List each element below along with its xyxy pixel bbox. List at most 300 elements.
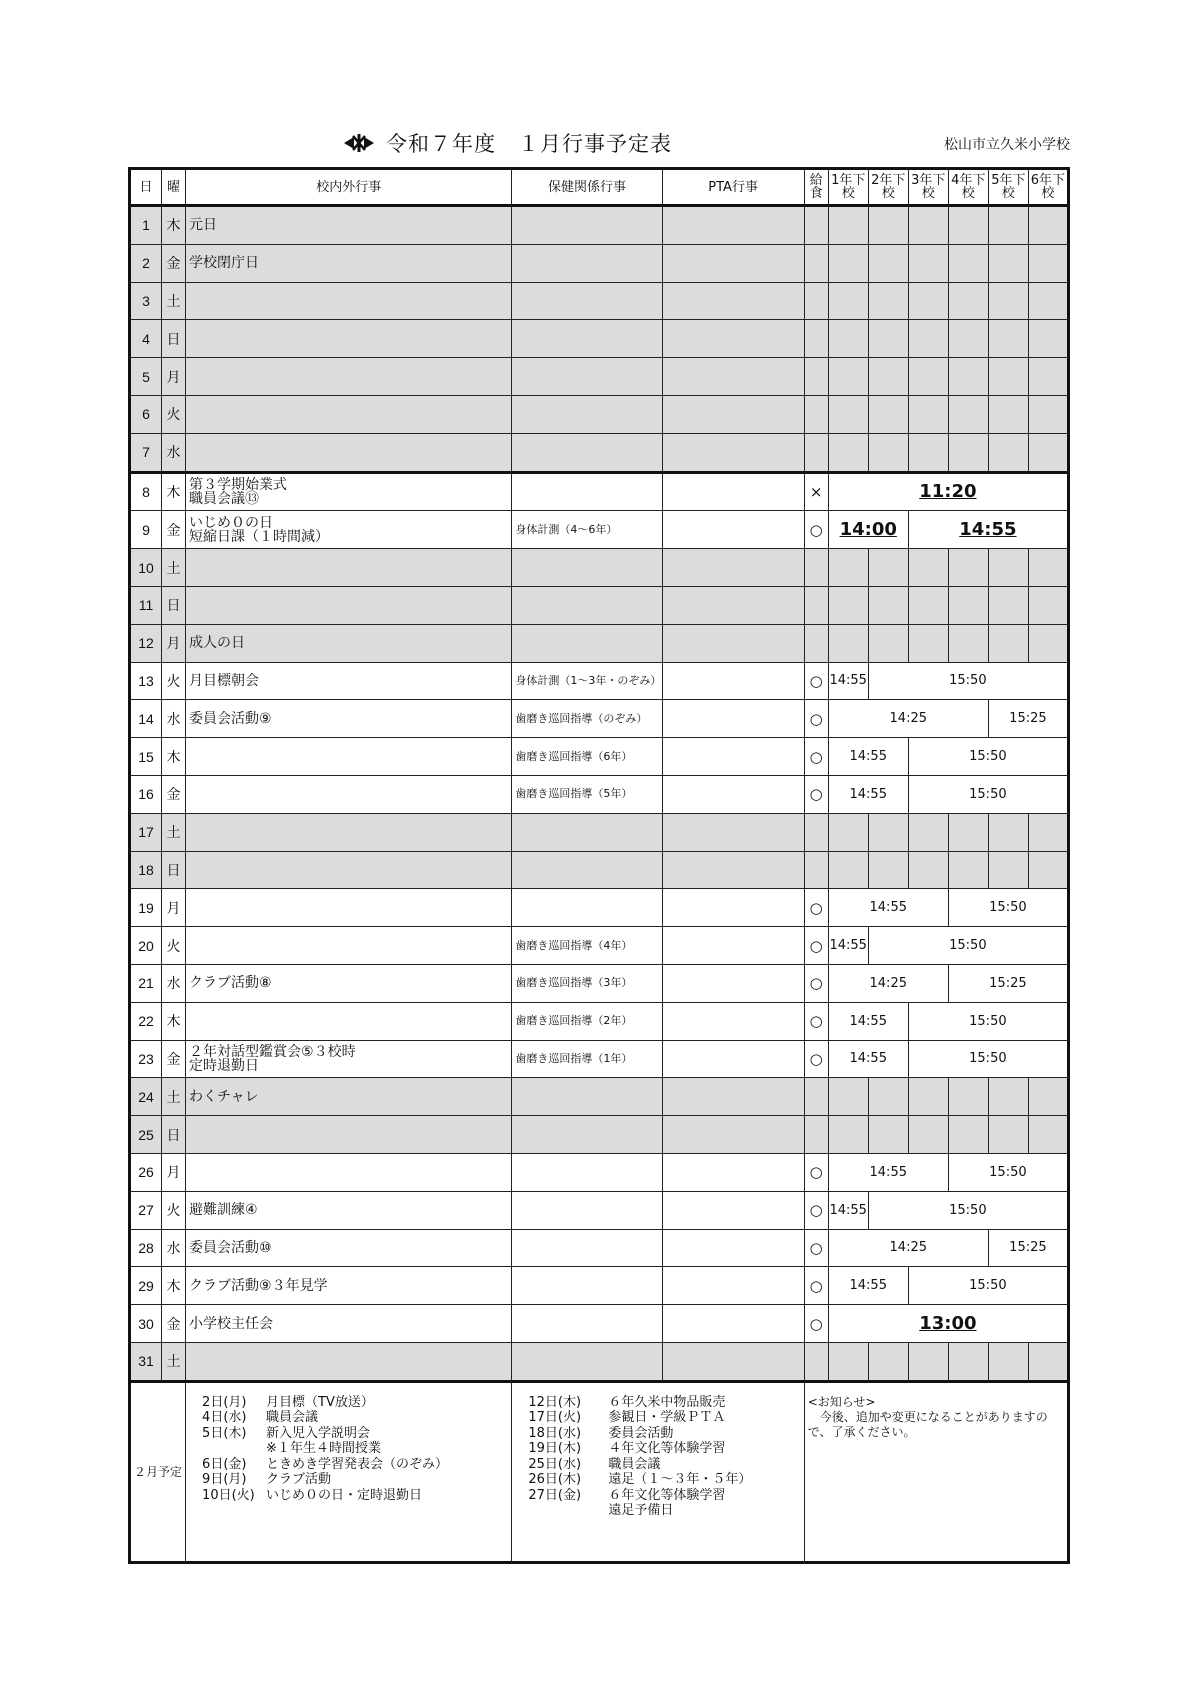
day-number: 17 [130,813,162,851]
february-plan-row [130,1381,1069,1562]
day-number: 3 [130,282,162,320]
day-of-week: 土 [162,282,186,320]
dismissal-g6 [1028,586,1068,624]
dismissal-g2 [868,624,908,662]
lunch-mark [804,586,828,624]
dismissal-time: 15:50 [948,1153,1068,1191]
lunch-mark [804,395,828,433]
dismissal-time: 14:55 [828,889,948,927]
day-number: 25 [130,1116,162,1154]
health-event [512,813,662,851]
dismissal-g2 [868,549,908,587]
dismissal-time: 15:50 [908,775,1068,813]
lunch-mark: ○ [804,775,828,813]
day-of-week: 木 [162,206,186,245]
day-of-week: 土 [162,813,186,851]
school-event: 月目標朝会 [186,662,512,700]
table-row [130,851,1069,889]
plan-text: ときめき学習発表会（のぞみ） [266,1456,449,1472]
pta-event [662,358,804,396]
lunch-mark [804,282,828,320]
dismissal-time: 14:55 [828,1267,908,1305]
dismissal-g2 [868,358,908,396]
dismissal-time: 14:55 [828,1002,908,1040]
table-row [130,282,1069,320]
lunch-mark [804,433,828,472]
plan-text: 遠足（１～３年・５年） [608,1472,752,1488]
dismissal-g5 [988,549,1028,587]
plan-date [528,1503,608,1519]
health-event: 歯磨き巡回指導（1年） [512,1040,662,1078]
table-row [130,1116,1069,1154]
dismissal-g5 [988,282,1028,320]
plan-date: 26日(木) [528,1472,582,1488]
day-of-week: 日 [162,1116,186,1154]
col-g5: 5年下校 [988,169,1028,206]
health-event [512,1116,662,1154]
dismissal-time: 15:50 [908,1002,1068,1040]
lunch-mark: ○ [804,1002,828,1040]
school-event: ２年対話型鑑賞会⑤３校時 定時退勤日 [186,1040,512,1078]
table-row [130,738,1069,776]
day-number: 18 [130,851,162,889]
dismissal-g1 [828,813,868,851]
plan-date: 9日(月) [202,1472,247,1488]
day-of-week: 月 [162,358,186,396]
health-event [512,1342,662,1381]
school-event: 委員会活動⑩ [186,1229,512,1267]
lunch-mark: ○ [804,1191,828,1229]
plan-item [528,1457,803,1473]
health-event [512,889,662,927]
dismissal-g3 [908,395,948,433]
dismissal-g3 [908,549,948,587]
lunch-mark [804,358,828,396]
february-label: ２月予定 [130,1381,186,1562]
dismissal-g5 [988,1116,1028,1154]
dismissal-time: 14:55 [828,1040,908,1078]
school-event: 元日 [186,206,512,245]
pta-event [662,511,804,549]
plan-item [528,1441,803,1457]
plan-item [202,1441,511,1457]
health-event [512,244,662,282]
dismissal-g1 [828,586,868,624]
health-event [512,1153,662,1191]
dismissal-g4 [948,320,988,358]
dismissal-g4 [948,282,988,320]
lunch-mark: ○ [804,1305,828,1343]
day-number: 1 [130,206,162,245]
pta-event [662,1267,804,1305]
day-of-week: 火 [162,395,186,433]
dismissal-g5 [988,206,1028,245]
pta-event [662,395,804,433]
plan-text: 遠足予備日 [608,1503,674,1519]
lunch-mark [804,549,828,587]
dismissal-g1 [828,851,868,889]
school-event [186,1002,512,1040]
table-row [130,1153,1069,1191]
health-event [512,1191,662,1229]
school-event: いじめ０の日 短縮日課（１時間減） [186,511,512,549]
health-event [512,206,662,245]
plan-item [528,1472,803,1488]
day-of-week: 金 [162,1040,186,1078]
dismissal-g6 [1028,320,1068,358]
dismissal-time: 14:25 [828,700,988,738]
dismissal-time: 14:25 [828,964,948,1002]
pta-event [662,813,804,851]
school-event: わくチャレ [186,1078,512,1116]
dismissal-g2 [868,813,908,851]
plan-date: 27日(金) [528,1487,582,1503]
lunch-mark: ○ [804,1229,828,1267]
plan-item [528,1503,803,1519]
table-row [130,1305,1069,1343]
plan-date: 25日(水) [528,1456,582,1472]
school-event [186,549,512,587]
pta-event [662,1002,804,1040]
plan-item [528,1395,803,1411]
plan-item [202,1472,511,1488]
dismissal-g5 [988,1078,1028,1116]
table-row [130,320,1069,358]
lunch-mark [804,244,828,282]
dismissal-g6 [1028,813,1068,851]
health-event: 身体計測（4～6年） [512,511,662,549]
school-event: 第３学期始業式 職員会議⑬ [186,472,512,511]
lunch-mark [804,1078,828,1116]
lunch-mark [804,624,828,662]
february-list-right [512,1381,804,1562]
day-of-week: 金 [162,775,186,813]
dismissal-g5 [988,320,1028,358]
day-of-week: 月 [162,1153,186,1191]
lunch-mark [804,851,828,889]
col-health-events: 保健関係行事 [512,169,662,206]
pta-event [662,320,804,358]
day-of-week: 水 [162,700,186,738]
plan-item [202,1488,511,1504]
dismissal-g3 [908,206,948,245]
school-event [186,1342,512,1381]
day-of-week: 土 [162,1342,186,1381]
day-number: 6 [130,395,162,433]
table-row [130,927,1069,965]
plan-text: いじめ０の日・定時退勤日 [266,1487,423,1503]
health-event [512,320,662,358]
dismissal-time: 15:25 [948,964,1068,1002]
table-row [130,1342,1069,1381]
pta-event [662,1342,804,1381]
dismissal-g1 [828,624,868,662]
dismissal-g3 [908,813,948,851]
dismissal-g4 [948,851,988,889]
day-number: 7 [130,433,162,472]
col-pta-events: PTA行事 [662,169,804,206]
pta-event [662,700,804,738]
dismissal-g5 [988,358,1028,396]
dismissal-time: 15:50 [908,1267,1068,1305]
lunch-mark: ○ [804,927,828,965]
school-event: 避難訓練④ [186,1191,512,1229]
school-event [186,738,512,776]
plan-text: 月目標（TV放送） [266,1394,374,1410]
plan-item [528,1426,803,1442]
dismissal-g3 [908,433,948,472]
school-event [186,1153,512,1191]
school-event: 委員会活動⑨ [186,700,512,738]
pta-event [662,1040,804,1078]
table-row [130,775,1069,813]
school-event [186,320,512,358]
dismissal-g4 [948,624,988,662]
health-event: 歯磨き巡回指導（5年） [512,775,662,813]
plan-text: 職員会議 [608,1456,661,1472]
health-event [512,624,662,662]
dismissal-time: 15:50 [948,889,1068,927]
day-of-week: 水 [162,1229,186,1267]
dismissal-g6 [1028,851,1068,889]
lunch-mark [804,320,828,358]
col-g3: 3年下校 [908,169,948,206]
dismissal-time: 14:55 [908,511,1068,549]
pta-event [662,282,804,320]
dismissal-time: 11:20 [828,472,1068,511]
col-g1: 1年下校 [828,169,868,206]
col-school-events: 校内外行事 [186,169,512,206]
dismissal-g4 [948,1116,988,1154]
plan-text: 新入児入学説明会 [266,1425,371,1441]
dismissal-g2 [868,851,908,889]
dismissal-g2 [868,1342,908,1381]
dismissal-g4 [948,549,988,587]
notice-text: 今後、追加や変更になることがありますので、了承ください。 [807,1409,1048,1439]
plan-text: 職員会議 [266,1410,319,1426]
plan-date: 19日(木) [528,1441,582,1457]
table-row [130,1191,1069,1229]
dismissal-g4 [948,586,988,624]
header-row [130,169,1069,206]
day-number: 5 [130,358,162,396]
day-of-week: 日 [162,320,186,358]
lunch-mark [804,813,828,851]
dismissal-g6 [1028,1342,1068,1381]
day-of-week: 日 [162,851,186,889]
day-of-week: 金 [162,1305,186,1343]
plan-date: 18日(水) [528,1425,582,1441]
plan-date: 4日(水) [202,1410,247,1426]
schedule-table [128,167,1070,1564]
dismissal-g3 [908,1078,948,1116]
dismissal-time: 14:25 [828,1229,988,1267]
plan-date [202,1441,266,1457]
dismissal-g3 [908,1116,948,1154]
plan-text: ４年文化等体験学習 [608,1441,726,1457]
school-event [186,775,512,813]
day-of-week: 日 [162,586,186,624]
dismissal-g2 [868,244,908,282]
dismissal-g2 [868,1078,908,1116]
dismissal-g2 [868,320,908,358]
day-of-week: 土 [162,549,186,587]
dismissal-g6 [1028,206,1068,245]
dismissal-g3 [908,586,948,624]
dismissal-g4 [948,244,988,282]
school-name: 松山市立久米小学校 [944,137,1070,153]
pta-event [662,927,804,965]
day-number: 13 [130,662,162,700]
lunch-mark: ○ [804,738,828,776]
dismissal-time: 14:55 [828,1153,948,1191]
day-of-week: 金 [162,244,186,282]
table-row [130,624,1069,662]
table-row [130,1040,1069,1078]
plan-item [202,1395,511,1411]
lunch-mark: ○ [804,964,828,1002]
health-event [512,358,662,396]
health-event [512,1229,662,1267]
dismissal-g6 [1028,282,1068,320]
dismissal-g1 [828,395,868,433]
lunch-mark: ○ [804,1040,828,1078]
school-event: 学校閉庁日 [186,244,512,282]
day-number: 16 [130,775,162,813]
health-event [512,433,662,472]
school-event [186,1116,512,1154]
lunch-mark: ○ [804,511,828,549]
school-event: 成人の日 [186,624,512,662]
day-of-week: 木 [162,472,186,511]
day-number: 30 [130,1305,162,1343]
health-event: 歯磨き巡回指導（4年） [512,927,662,965]
dismissal-g4 [948,395,988,433]
school-event [186,282,512,320]
dismissal-g6 [1028,1116,1068,1154]
dismissal-g5 [988,851,1028,889]
school-event: クラブ活動⑧ [186,964,512,1002]
dismissal-g4 [948,1078,988,1116]
day-number: 24 [130,1078,162,1116]
col-g2: 2年下校 [868,169,908,206]
plan-date: 12日(木) [528,1394,582,1410]
pta-event [662,1153,804,1191]
health-event: 身体計測（1～3年・のぞみ） [512,662,662,700]
table-row [130,395,1069,433]
plan-text: クラブ活動 [266,1472,332,1488]
lunch-mark: × [804,472,828,511]
dismissal-g3 [908,244,948,282]
lunch-mark: ○ [804,1153,828,1191]
dismissal-g6 [1028,433,1068,472]
dismissal-g4 [948,433,988,472]
col-lunch: 給食 [804,169,828,206]
table-row [130,964,1069,1002]
dismissal-time: 15:25 [988,1229,1068,1267]
dismissal-g5 [988,586,1028,624]
school-event: 小学校主任会 [186,1305,512,1343]
pta-event [662,1229,804,1267]
lunch-mark: ○ [804,700,828,738]
dismissal-g2 [868,586,908,624]
pta-event [662,624,804,662]
dismissal-time: 15:50 [908,738,1068,776]
dismissal-g1 [828,282,868,320]
day-number: 11 [130,586,162,624]
dismissal-time: 14:55 [828,738,908,776]
dismissal-g1 [828,320,868,358]
pta-event [662,1078,804,1116]
lunch-mark: ○ [804,662,828,700]
dismissal-g2 [868,206,908,245]
col-g4: 4年下校 [948,169,988,206]
pta-event [662,472,804,511]
day-number: 20 [130,927,162,965]
health-event: 歯磨き巡回指導（のぞみ） [512,700,662,738]
dismissal-g1 [828,1342,868,1381]
day-number: 12 [130,624,162,662]
dismissal-g6 [1028,358,1068,396]
page-title: 令和７年度 １月行事予定表 [342,128,672,158]
pta-event [662,1305,804,1343]
dismissal-time: 14:55 [828,775,908,813]
pta-event [662,244,804,282]
dismissal-g3 [908,358,948,396]
day-of-week: 土 [162,1078,186,1116]
school-event [186,927,512,965]
dismissal-g6 [1028,244,1068,282]
plan-text: 参観日・学級ＰＴＡ [608,1410,726,1426]
dismissal-time: 13:00 [828,1305,1068,1343]
day-of-week: 木 [162,1002,186,1040]
pta-event [662,851,804,889]
school-event [186,889,512,927]
dismissal-g1 [828,244,868,282]
table-row [130,244,1069,282]
dismissal-g3 [908,320,948,358]
plan-item [528,1410,803,1426]
plan-item [202,1457,511,1473]
plan-text: 委員会活動 [608,1425,674,1441]
dismissal-time: 14:55 [828,662,868,700]
dismissal-g3 [908,282,948,320]
pta-event [662,662,804,700]
dismissal-time: 15:50 [868,1191,1068,1229]
plan-date: 6日(金) [202,1456,247,1472]
february-list-left [186,1381,512,1562]
dismissal-g3 [908,851,948,889]
table-row [130,700,1069,738]
lunch-mark [804,1342,828,1381]
dismissal-g6 [1028,1078,1068,1116]
school-event [186,851,512,889]
pta-event [662,433,804,472]
health-event [512,586,662,624]
dismissal-time: 15:50 [868,927,1068,965]
dismissal-g1 [828,1078,868,1116]
table-row [130,358,1069,396]
dismissal-g4 [948,206,988,245]
day-number: 2 [130,244,162,282]
dismissal-time: 14:55 [828,1191,868,1229]
dismissal-time: 14:55 [828,927,868,965]
dismissal-g6 [1028,549,1068,587]
day-number: 19 [130,889,162,927]
day-number: 28 [130,1229,162,1267]
day-of-week: 火 [162,1191,186,1229]
day-of-week: 月 [162,624,186,662]
